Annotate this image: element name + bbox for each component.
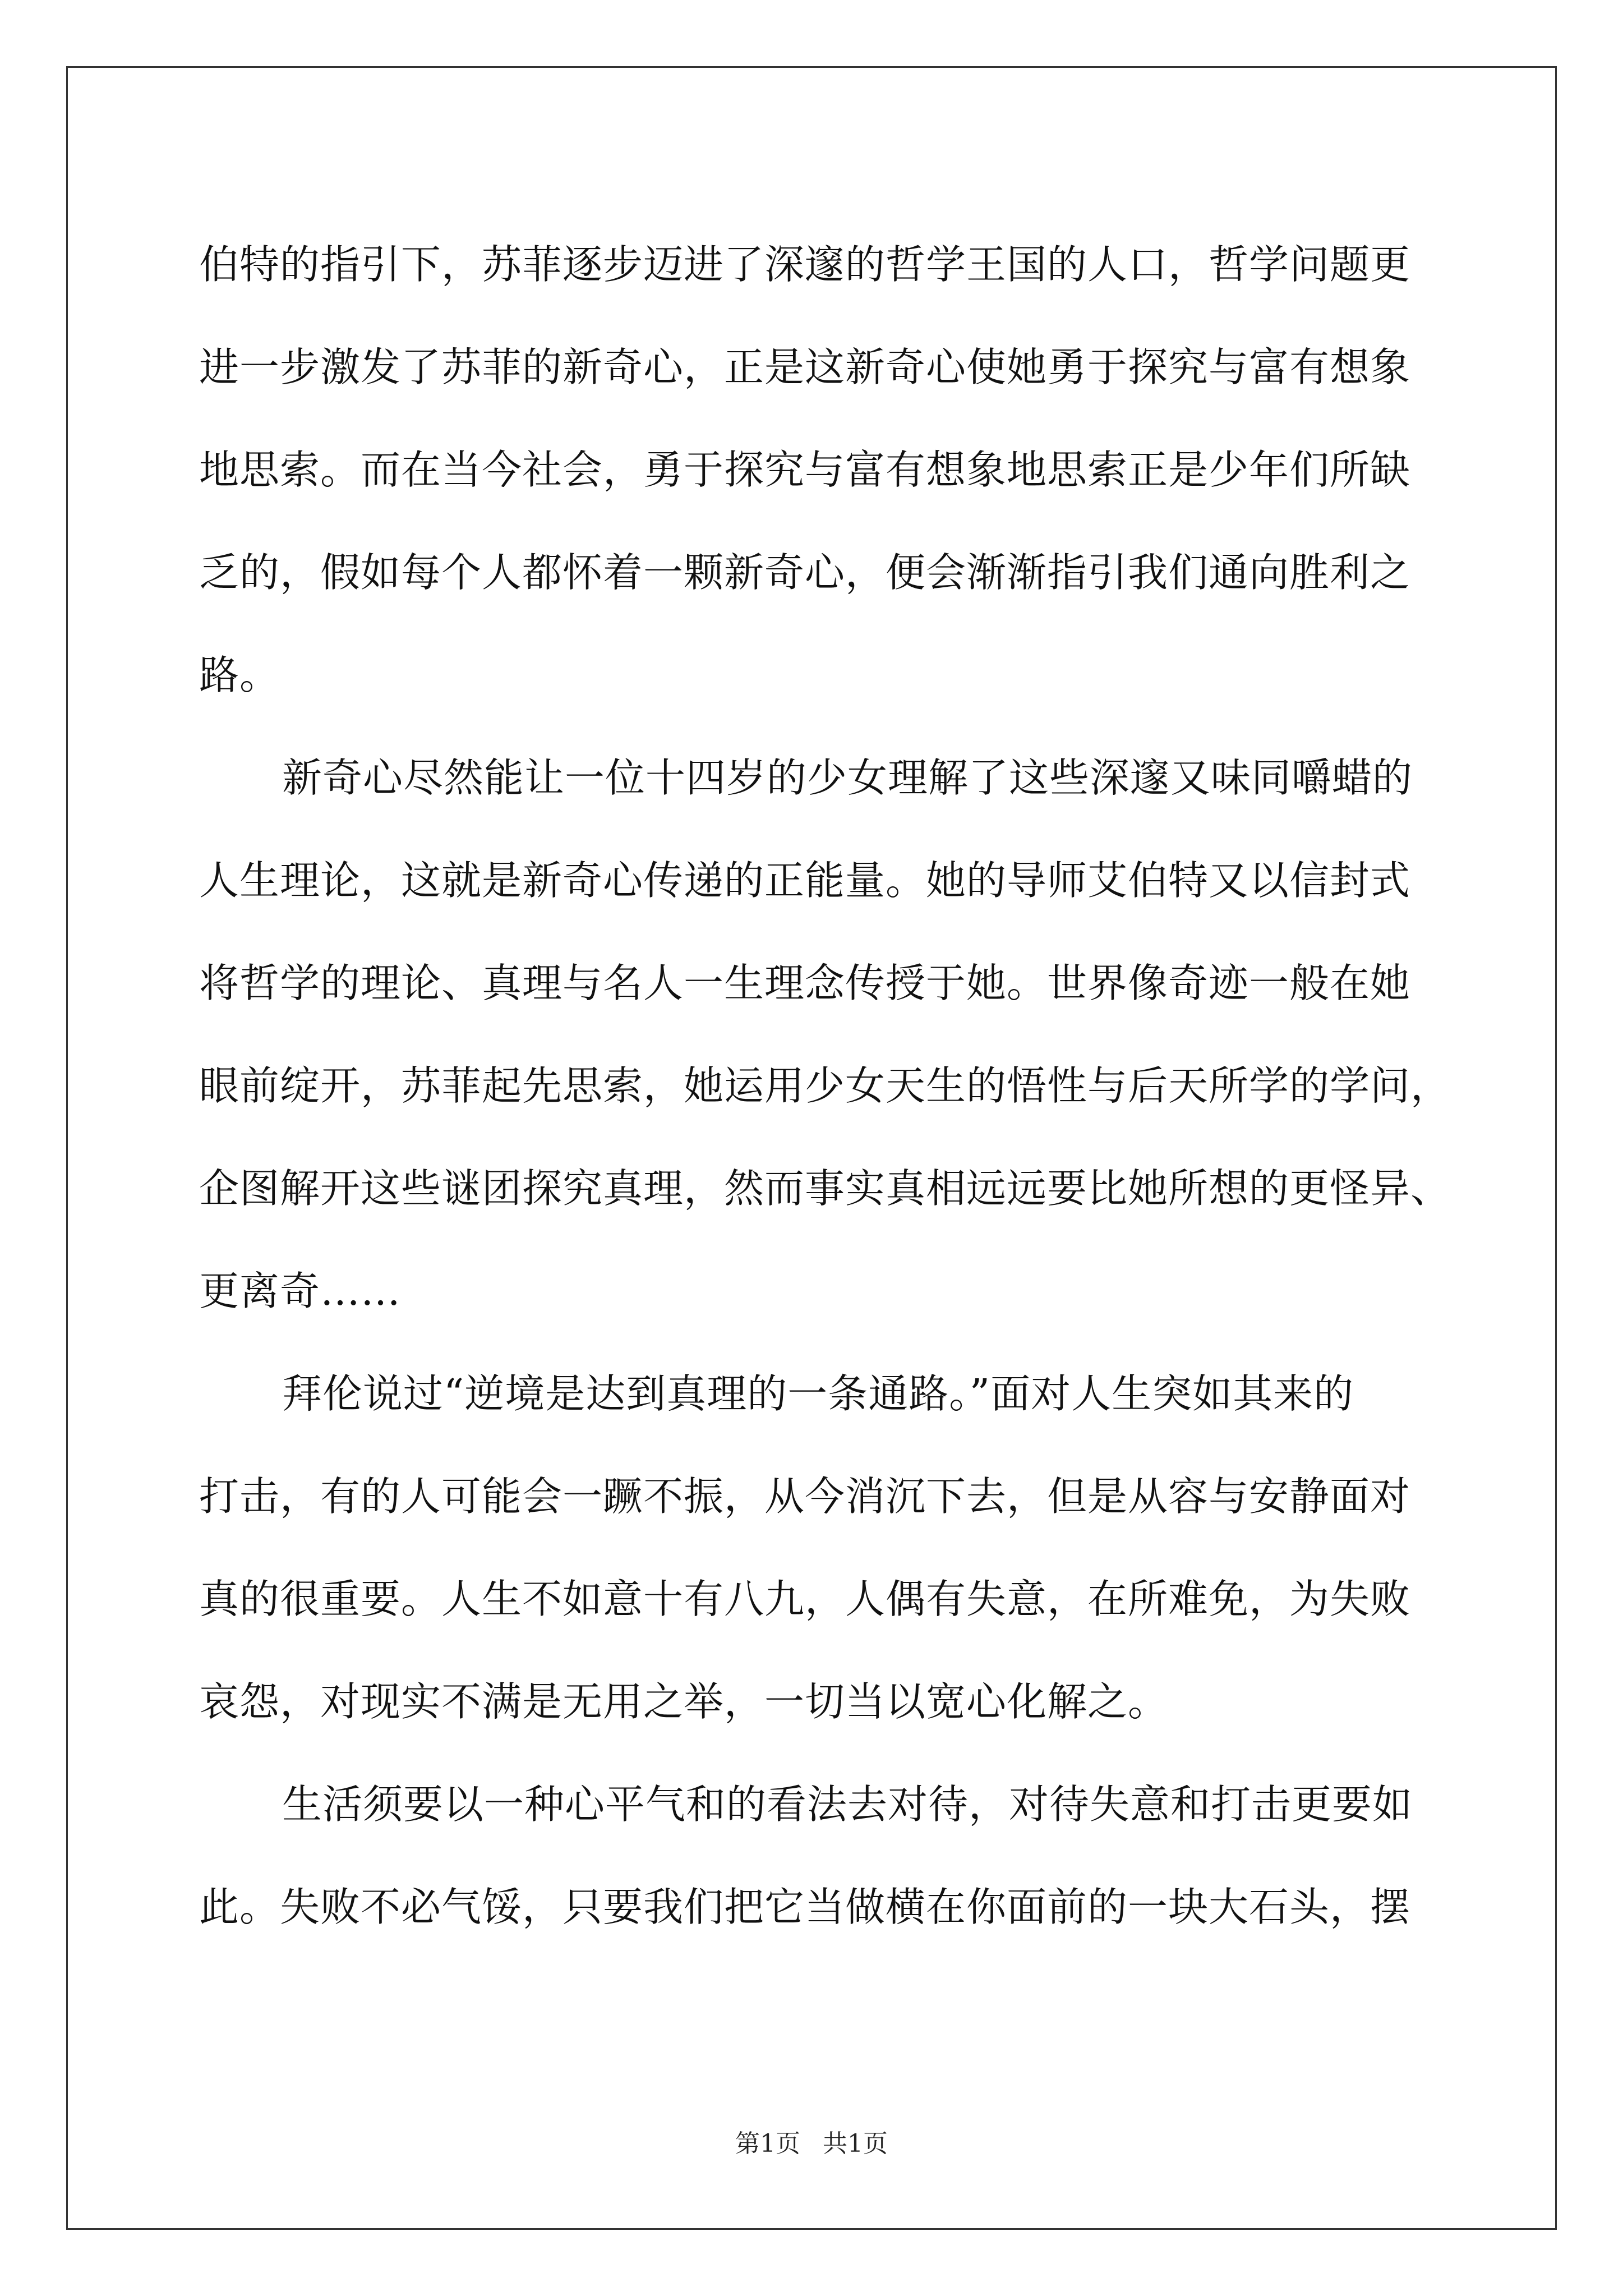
page-number: 第1页 — [735, 2129, 800, 2158]
text-line: 更离奇…… — [199, 1268, 402, 1314]
paragraph-first-line: 新奇心尽然能让一位十四岁的少女理解了这些深邃又味同嚼蜡的 — [282, 754, 1413, 801]
text-line: 路。 — [199, 652, 280, 698]
text-line: 眼前绽开，苏菲起先思索，她运用少女天生的悟性与后天所学的学问， — [199, 1062, 1451, 1109]
paragraph-first-line: 拜伦说过“逆境是达到真理的一条通路。”面对人生突如其来的 — [282, 1370, 1354, 1417]
document-body — [199, 213, 1451, 1958]
text-line: 企图解开这些谜团探究真理，然而事实真相远远要比她所想的更怪异、 — [199, 1165, 1451, 1212]
text-line: 哀怨，对现实不满是无用之举，一切当以宽心化解之。 — [199, 1678, 1169, 1725]
text-line: 人生理论，这就是新奇心传递的正能量。她的导师艾伯特又以信封式 — [199, 857, 1411, 904]
text-line: 此。失败不必气馁，只要我们把它当做横在你面前的一块大石头，摆 — [199, 1884, 1411, 1930]
text-line: 进一步激发了苏菲的新奇心，正是这新奇心使她勇于探究与富有想象 — [199, 344, 1411, 390]
text-line: 真的很重要。人生不如意十有八九，人偶有失意，在所难免，为失败 — [199, 1576, 1411, 1622]
paragraph-first-line: 生活须要以一种心平气和的看法去对待，对待失意和打击更要如 — [282, 1781, 1413, 1828]
page-footer — [0, 2123, 1623, 2159]
text-line: 将哲学的理论、真理与名人一生理念传授于她。世界像奇迹一般在她 — [199, 960, 1411, 1006]
text-line: 乏的，假如每个人都怀着一颗新奇心，便会渐渐指引我们通向胜利之 — [199, 549, 1411, 596]
page-total: 共1页 — [823, 2129, 888, 2158]
text-line: 地思索。而在当今社会，勇于探究与富有想象地思索正是少年们所缺 — [199, 447, 1411, 493]
text-line: 打击，有的人可能会一蹶不振，从今消沉下去，但是从容与安静面对 — [199, 1473, 1411, 1520]
text-line: 伯特的指引下，苏菲逐步迈进了深邃的哲学王国的人口，哲学问题更 — [199, 241, 1411, 288]
